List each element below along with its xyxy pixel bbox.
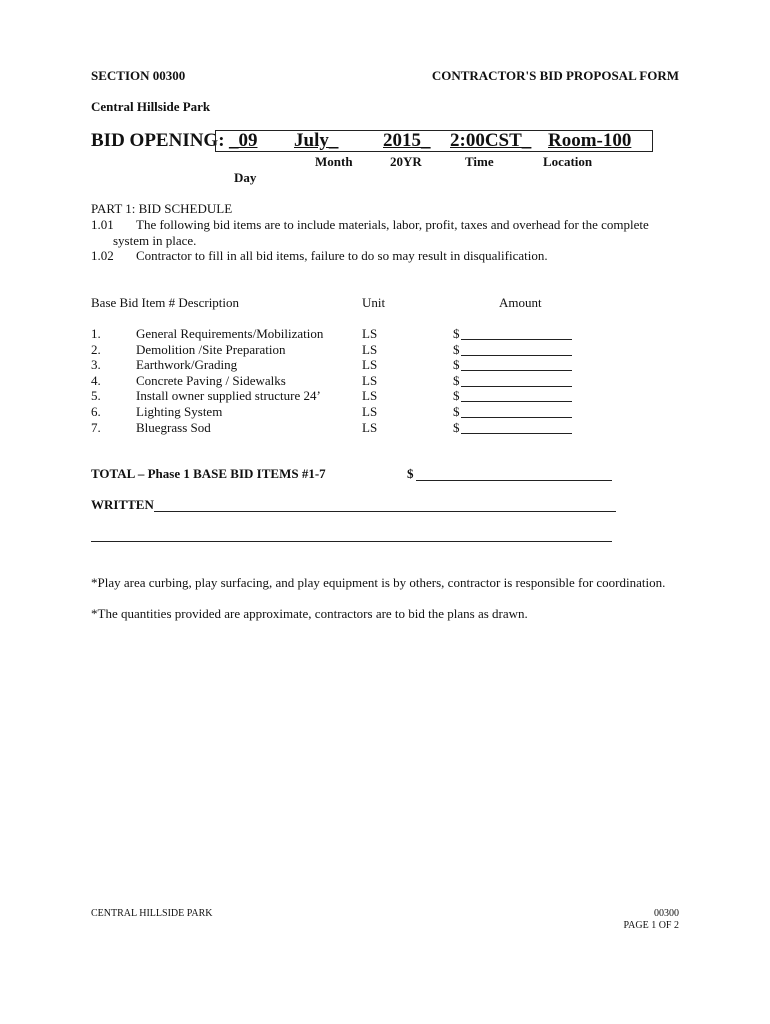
row-description: Earthwork/Grading [136, 357, 238, 372]
row-amount-field[interactable] [461, 339, 572, 340]
bid-location-value: Room-100 [548, 130, 632, 151]
row-description: Concrete Paving / Sidewalks [136, 373, 286, 388]
row-amount-field[interactable] [461, 386, 572, 387]
total-dollar-sign: $ [407, 466, 414, 481]
row-number: 6. [91, 404, 101, 419]
bid-day-value: _09 [229, 130, 258, 151]
row-unit: LS [362, 357, 378, 372]
row-amount-field[interactable] [461, 370, 572, 371]
item-101-text-continued: system in place. [113, 233, 197, 248]
footer-project: CENTRAL HILLSIDE PARK [91, 908, 213, 919]
item-101-text: The following bid items are to include materials, labor, profit, taxes and overhead for the complete [136, 217, 649, 232]
location-caption: Location [543, 154, 593, 169]
total-label: TOTAL – Phase 1 BASE BID ITEMS #1-7 [91, 466, 326, 481]
item-102-text: Contractor to fill in all bid items, failure to do so may result in disqualification. [136, 248, 548, 263]
row-unit: LS [362, 373, 378, 388]
written-label: WRITTEN [91, 497, 154, 512]
column-header-unit: Unit [362, 295, 386, 310]
row-amount-field[interactable] [461, 401, 572, 402]
row-number: 4. [91, 373, 101, 388]
note-quantities: *The quantities provided are approximate, contractors are to bid the plans as drawn. [91, 606, 528, 621]
row-dollar-sign: $ [453, 342, 460, 357]
section-number: SECTION 00300 [91, 68, 186, 83]
bid-month-value: July_ [294, 130, 339, 151]
project-name: Central Hillside Park [91, 99, 211, 114]
row-description: General Requirements/Mobilization [136, 326, 324, 341]
row-unit: LS [362, 404, 378, 419]
row-dollar-sign: $ [453, 357, 460, 372]
time-caption: Time [465, 154, 494, 169]
row-dollar-sign: $ [453, 326, 460, 341]
row-description: Bluegrass Sod [136, 420, 211, 435]
row-amount-field[interactable] [461, 417, 572, 418]
row-amount-field[interactable] [461, 433, 572, 434]
row-number: 7. [91, 420, 101, 435]
footer-page-number: PAGE 1 OF 2 [623, 920, 679, 931]
row-number: 1. [91, 326, 101, 341]
row-description: Install owner supplied structure 24’ [136, 388, 321, 403]
row-unit: LS [362, 326, 378, 341]
row-description: Demolition /Site Preparation [136, 342, 286, 357]
column-header-amount: Amount [499, 295, 542, 310]
bid-year-value: 2015_ [383, 130, 431, 151]
row-description: Lighting System [136, 404, 223, 419]
row-amount-field[interactable] [461, 355, 572, 356]
row-unit: LS [362, 420, 378, 435]
written-amount-field-line-2[interactable] [91, 541, 612, 542]
note-play-area: *Play area curbing, play surfacing, and play equipment is by others, contractor is responsible for coordination. [91, 575, 666, 590]
row-dollar-sign: $ [453, 404, 460, 419]
month-caption: Month [315, 154, 353, 169]
row-unit: LS [362, 388, 378, 403]
bid-time-value: 2:00CST_ [450, 130, 532, 151]
year-caption: 20YR [390, 154, 422, 169]
bid-opening-label: BID OPENING: [91, 130, 225, 151]
part1-heading: PART 1: BID SCHEDULE [91, 201, 233, 216]
row-number: 2. [91, 342, 101, 357]
total-amount-field[interactable] [416, 480, 612, 481]
form-title: CONTRACTOR'S BID PROPOSAL FORM [431, 68, 679, 83]
written-amount-field[interactable] [154, 511, 616, 512]
column-header-item: Base Bid Item # Description [91, 295, 240, 310]
row-unit: LS [362, 342, 378, 357]
row-number: 3. [91, 357, 101, 372]
day-caption: Day [234, 170, 257, 185]
row-dollar-sign: $ [453, 388, 460, 403]
row-dollar-sign: $ [453, 420, 460, 435]
item-101-number: 1.01 [91, 217, 114, 232]
footer-section-code: 00300 [654, 908, 679, 919]
row-number: 5. [91, 388, 101, 403]
item-102-number: 1.02 [91, 248, 114, 263]
row-dollar-sign: $ [453, 373, 460, 388]
